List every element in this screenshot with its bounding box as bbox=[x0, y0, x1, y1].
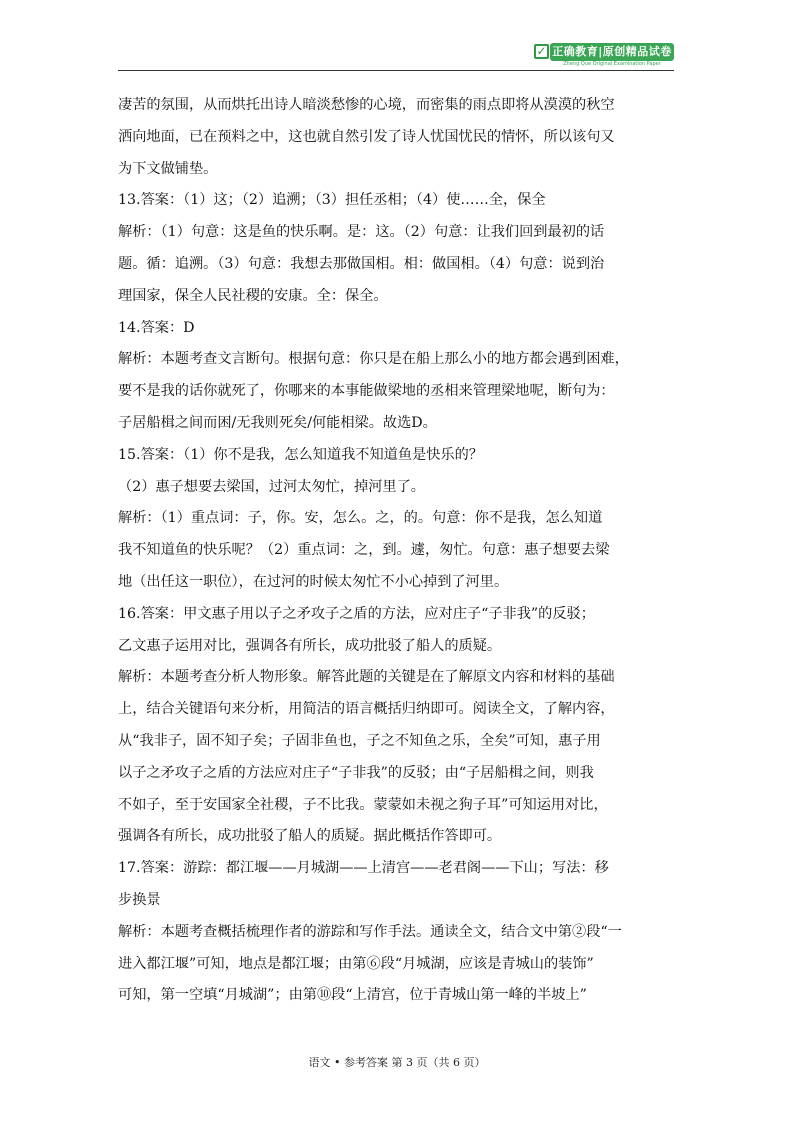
text-line: 解析：（1）重点词：子，你。安，怎么。之，的。句意：你不是我，怎么知道 bbox=[118, 510, 603, 527]
logo-text: 正确教育|原创精品试卷 bbox=[550, 43, 674, 61]
text-line: 理国家，保全人民社稷的安康。全：保全。 bbox=[118, 287, 388, 304]
text-line: 解析：本题考查文言断句。根据句意：你只是在船上那么小的地方都会遇到困难， bbox=[118, 351, 629, 368]
text-line: 步换景 bbox=[118, 891, 161, 908]
text-line: 进入都江堰”可知，地点是都江堰；由第⑥段“月城湖，应该是青城山的装饰” bbox=[118, 955, 594, 972]
logo-subtext: Zheng Que Original Examination Paper bbox=[563, 61, 661, 67]
text-line: 解析：本题考查概括梳理作者的游踪和写作手法。通读全文，结合文中第②段“一 bbox=[118, 923, 622, 940]
checkmark-icon: ✓ bbox=[534, 44, 549, 59]
brand-logo bbox=[534, 43, 674, 67]
text-line: （2）惠子想要去梁国，过河太匆忙，掉河里了。 bbox=[118, 478, 425, 495]
text-line: 解析：本题考查分析人物形象。解答此题的关键是在了解原文内容和材料的基础 bbox=[118, 669, 615, 686]
answer-text-body bbox=[118, 90, 674, 1012]
text-line: 子居船楫之间而困/无我则死矣/何能相梁。故选D。 bbox=[118, 414, 437, 431]
text-line: 上，结合关键语句来分析，用简洁的语言概括归纳即可。阅读全文，了解内容， bbox=[118, 701, 615, 718]
text-line: 16.答案：甲文惠子用以子之矛攻子之盾的方法，应对庄子“子非我”的反驳； bbox=[118, 605, 595, 622]
text-line: 我不知道鱼的快乐呢？（2）重点词：之，到。遽，匆忙。句意：惠子想要去梁 bbox=[118, 542, 610, 559]
text-line: 强调各有所长，成功批驳了船人的质疑。据此概括作答即可。 bbox=[118, 828, 502, 845]
text-line: 13.答案：（1）这；（2）追溯；（3）担任丞相；（4）使……全，保全 bbox=[118, 192, 546, 209]
text-line: 题。循：追溯。（3）句意：我想去那做国相。相：做国相。（4）句意：说到治 bbox=[118, 255, 605, 272]
text-line: 要不是我的话你就死了，你哪来的本事能做梁地的丞相来管理梁地呢，断句为： bbox=[118, 383, 615, 400]
header-divider bbox=[118, 70, 674, 71]
text-line: 为下文做铺垫。 bbox=[118, 160, 218, 177]
text-line: 17.答案：游踪：都江堰——月城湖——上清宫——老君阁——下山；写法：移 bbox=[118, 860, 609, 877]
text-line: 可知，第一空填“月城湖”；由第⑩段“上清宫，位于青城山第一峰的半坡上” bbox=[118, 987, 587, 1004]
text-line: 从“我非子，固不知子矣；子固非鱼也，子之不知鱼之乐，全矣”可知，惠子用 bbox=[118, 732, 601, 749]
text-line: 14.答案：D bbox=[118, 319, 195, 336]
text-line: 15.答案：（1）你不是我，怎么知道我不知道鱼是快乐的？ bbox=[118, 446, 483, 463]
page-footer: 语文 • 参考答案 第 3 页（共 6 页） bbox=[308, 1056, 486, 1069]
text-line: 地（出任这一职位），在过河的时候太匆忙不小心掉到了河里。 bbox=[118, 573, 509, 590]
text-line: 凄苦的氛围，从而烘托出诗人暗淡愁惨的心境，而密集的雨点即将从漠漠的秋空 bbox=[118, 97, 615, 113]
text-line: 洒向地面，已在预料之中，这也就自然引发了诗人忧国忧民的情怀，所以该句又 bbox=[118, 128, 615, 145]
text-line: 以子之矛攻子之盾的方法应对庄子“子非我”的反驳；由“子居船楫之间，则我 bbox=[118, 764, 594, 781]
text-line: 解析：（1）句意：这是鱼的快乐啊。是：这。（2）句意：让我们回到最初的话 bbox=[118, 224, 605, 241]
text-line: 不如子，至于安国家全社稷，子不比我。蒙蒙如未视之狗子耳”可知运用对比， bbox=[118, 796, 608, 813]
text-line: 乙文惠子运用对比，强调各有所长，成功批驳了船人的质疑。 bbox=[118, 637, 502, 654]
